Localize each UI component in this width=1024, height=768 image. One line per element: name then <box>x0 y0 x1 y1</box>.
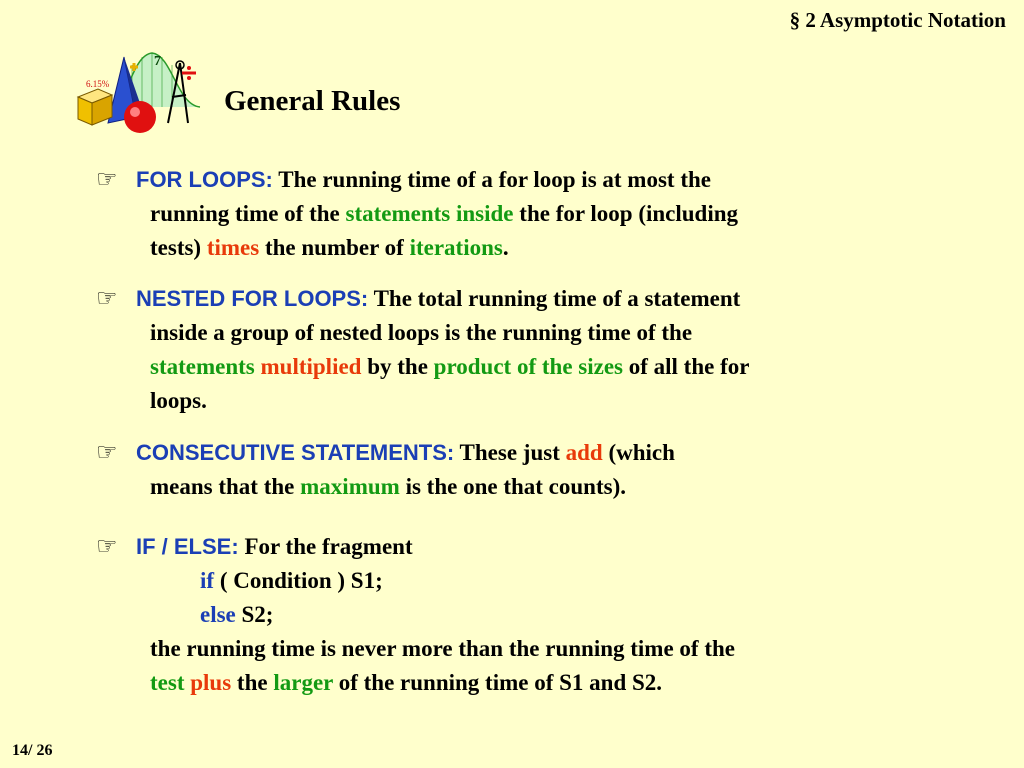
rule-text-line <box>96 231 916 265</box>
rule-text: The running time of a for loop is at most the <box>278 167 711 192</box>
code-text: S2; <box>235 602 274 627</box>
rule-if-else <box>96 530 916 700</box>
slide-title: General Rules <box>224 85 401 117</box>
highlight-text: times <box>206 235 260 260</box>
highlight-text: product of the sizes <box>433 354 623 379</box>
rule-text: is the one that counts). <box>399 474 626 499</box>
rule-text: of the running time of S1 and S2. <box>332 670 663 695</box>
logo-percent-text: 6.15% <box>86 79 110 89</box>
highlight-text: plus <box>190 670 232 695</box>
rule-text-line <box>96 470 916 504</box>
page-number: 14/ 26 <box>12 742 53 759</box>
pointing-hand-icon: ☞ <box>96 167 118 193</box>
highlight-text: statements <box>150 354 255 379</box>
rule-text-line <box>96 350 916 384</box>
rule-text-line: loops. <box>150 388 207 413</box>
rule-text: means that the <box>150 474 301 499</box>
rule-text: These just <box>459 440 566 465</box>
pointing-hand-icon: ☞ <box>96 286 118 312</box>
rule-for-loops <box>96 163 916 265</box>
rule-text: (which <box>602 440 675 465</box>
highlight-text: statements inside <box>345 201 514 226</box>
highlight-text: maximum <box>300 474 400 499</box>
section-header: § 2 Asymptotic Notation <box>789 8 1006 32</box>
highlight-text: iterations <box>409 235 503 260</box>
code-line-else <box>96 598 916 632</box>
rule-consecutive-statements <box>96 436 916 504</box>
rule-keyword: FOR LOOPS: <box>136 167 273 192</box>
code-keyword: else <box>200 602 236 627</box>
code-text: ( Condition ) S1; <box>214 568 383 593</box>
rule-text: the <box>231 670 274 695</box>
rule-keyword: CONSECUTIVE STATEMENTS: <box>136 440 455 465</box>
rule-text-line: inside a group of nested loops is the running time of the <box>150 320 693 345</box>
rule-text: tests) <box>150 235 207 260</box>
rule-text: the number of <box>259 235 410 260</box>
rule-nested-for-loops <box>96 282 916 418</box>
code-line-if <box>96 564 916 598</box>
rule-text-line <box>96 197 916 231</box>
rule-text: by the <box>361 354 434 379</box>
math-shapes-logo <box>72 45 202 137</box>
rule-keyword: IF / ELSE: <box>136 534 239 559</box>
rule-text: For the fragment <box>244 534 413 559</box>
rule-text: of all the for <box>622 354 750 379</box>
highlight-text: multiplied <box>260 354 362 379</box>
rule-text: . <box>502 235 509 260</box>
rule-text: The total running time of a statement <box>373 286 741 311</box>
rule-text: running time of the <box>150 201 346 226</box>
code-keyword: if <box>200 568 215 593</box>
highlight-text: add <box>565 440 603 465</box>
highlight-text: larger <box>273 670 333 695</box>
logo-seven-text: 7 <box>154 54 161 69</box>
rule-text-line <box>96 666 916 700</box>
rule-text: the for loop (including <box>513 201 739 226</box>
highlight-text: test <box>150 670 185 695</box>
rule-text-line: the running time is never more than the running time of the <box>150 636 735 661</box>
pointing-hand-icon: ☞ <box>96 534 118 560</box>
rule-keyword: NESTED FOR LOOPS: <box>136 286 369 311</box>
pointing-hand-icon: ☞ <box>96 440 118 466</box>
